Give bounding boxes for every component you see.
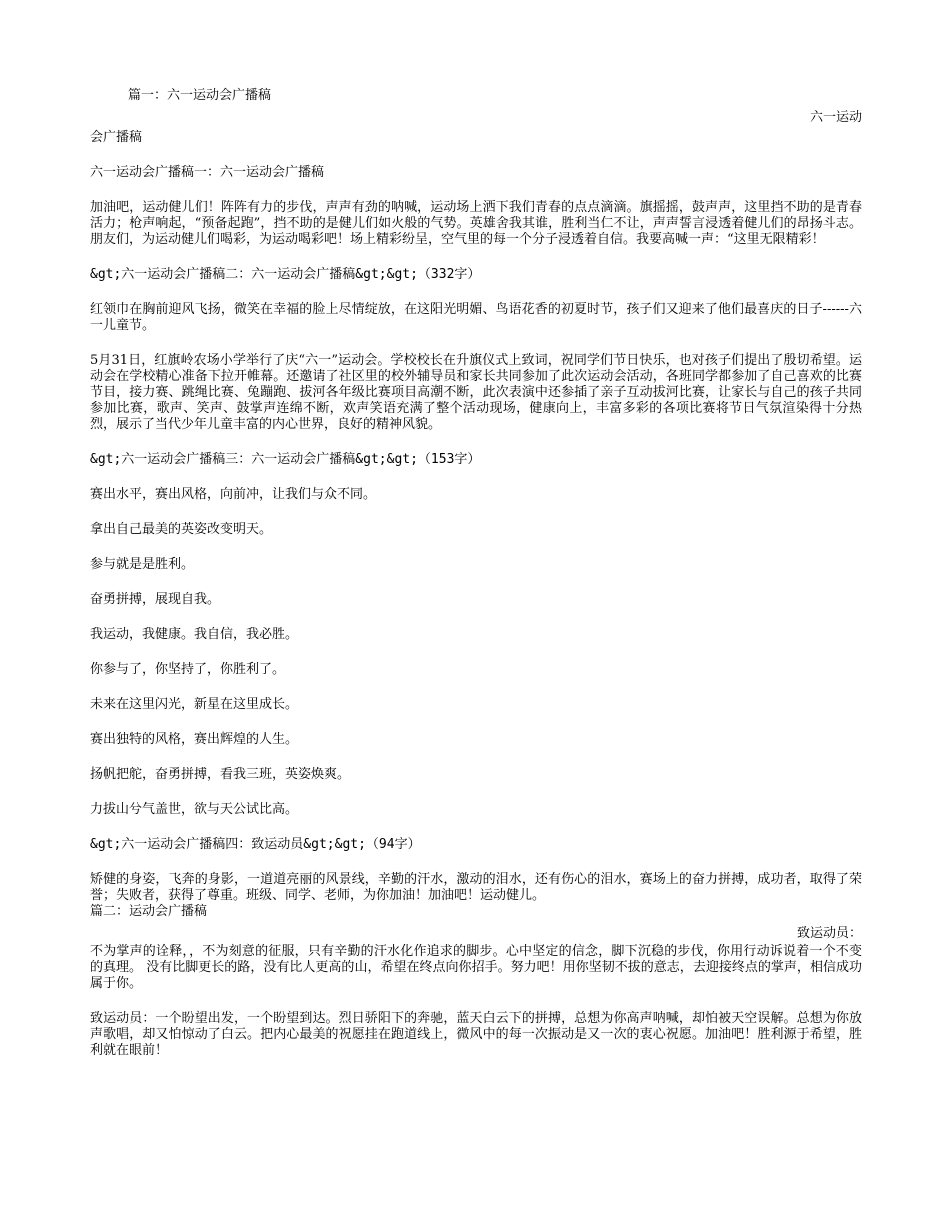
paragraph-to-athletes-one: 不为掌声的诠释，，不为刻意的征服，只有辛勤的汗水化作追求的脚步。心中坚定的信念，脚下沉稳的步伐，你用行动诉说着一个不变的真理。 没有比脚更长的路，没有比人更高的山，希望在终点向你招手。努力吧！用你坚韧不拔的意志，去迎接终点的掌声，相信成功属于你。	[90, 944, 862, 991]
slogan-line: 奋勇拼搏，展现自我。	[90, 592, 221, 607]
subheading-four: &gt;六一运动会广播稿四：致运动员&gt;&gt;（94字）	[90, 837, 421, 852]
slogan-line: 扬帆把舵，奋勇拼搏，看我三班，英姿焕爽。	[90, 767, 351, 782]
slogan-line: 赛出水平，赛出风格，向前冲，让我们与众不同。	[90, 487, 377, 502]
slogan-line: 力拔山兮气盖世，欲与天公试比高。	[90, 802, 299, 817]
paragraph-athletes: 矫健的身姿，飞奔的身影，一道道亮丽的风景线，辛勤的汗水，激动的泪水，还有伤心的泪水，赛场上的奋力拼搏，成功者，取得了荣誉；失败者，获得了尊重。班级、同学、老师，为你加油！加油吧！运动健儿。	[90, 872, 862, 903]
subheading-three: &gt;六一运动会广播稿三：六一运动会广播稿&gt;&gt;（153字）	[90, 452, 481, 467]
subheading-two: &gt;六一运动会广播稿二：六一运动会广播稿&gt;&gt;（332字）	[90, 267, 481, 282]
document-body	[90, 88, 862, 1059]
heading-part-two: 篇二：运动会广播稿	[90, 904, 208, 919]
slogan-line: 你参与了，你坚持了，你胜利了。	[90, 662, 286, 677]
slogan-line: 拿出自己最美的英姿改变明天。	[90, 522, 273, 537]
slogan-line: 未来在这里闪光，新星在这里成长。	[90, 697, 299, 712]
paragraph-to-athletes-two: 致运动员：一个盼望出发，一个盼望到达。烈日骄阳下的奔驰，蓝天白云下的拼搏，总想为你高声呐喊，却怕被天空误解。总想为你放声歌唱，却又怕惊动了白云。把内心最美的祝愿挂在跑道线上，微风中的每一次振动是又一次的衷心祝愿。加油吧！胜利源于希望，胜利就在眼前！	[90, 1011, 862, 1058]
paragraph-school-event: 5月31日，红旗岭农场小学举行了庆“六一”运动会。学校校长在升旗仪式上致词，祝同学们节日快乐，也对孩子们提出了殷切希望。运动会在学校精心准备下拉开帷幕。还邀请了社区里的校外辅导员和家长共同参加了此次运动会活动，各班同学都参加了自己喜欢的比赛节目，接力赛、跳绳比赛、兔蹦跑、拔河各年级比赛项目高潮不断，此次表演中还参插了亲子互动拔河比赛，让家长与自己的孩子共同参加比赛，歌声、笑声、鼓掌声连绵不断，欢声笑语充满了整个活动现场，健康向上，丰富多彩的各项比赛将节日气氛渲染得十分热烈，展示了当代少年儿童丰富的内心世界，良好的精神风貌。	[90, 353, 862, 432]
slogan-line: 参与就是是胜利。	[90, 557, 195, 572]
subheading-one: 六一运动会广播稿一：六一运动会广播稿	[90, 165, 325, 180]
paragraph-cheer: 加油吧，运动健儿们！阵阵有力的步伐，声声有劲的呐喊，运动场上洒下我们青春的点点滴滴。旗摇摇，鼓声声，这里挡不助的是青春活力；枪声响起，“预备起跑”，挡不助的是健儿们如火般的气势。英雄舍我其谁，胜利当仁不让，声声誓言浸透着健儿们的昂扬斗志。朋友们，为运动健儿们喝彩，为运动喝彩吧！场上精彩纷呈，空气里的每一个分子浸透着自信。我要高喊一声：“这里无限精彩！	[90, 200, 862, 247]
heading-part-one: 篇一：六一运动会广播稿	[128, 88, 272, 103]
heading-part-two-right: 致运动员：	[796, 926, 862, 941]
slogan-line: 赛出独特的风格，赛出辉煌的人生。	[90, 732, 299, 747]
heading-part-one-right: 六一运动	[809, 110, 862, 125]
slogan-line: 我运动，我健康。我自信，我必胜。	[90, 627, 299, 642]
heading-part-one-continued: 会广播稿	[90, 130, 143, 145]
paragraph-childrens-day: 红领巾在胸前迎风飞扬，微笑在幸福的脸上尽情绽放，在这阳光明媚、鸟语花香的初夏时节，孩子们又迎来了他们最喜庆的日子------六一儿童节。	[90, 302, 862, 333]
